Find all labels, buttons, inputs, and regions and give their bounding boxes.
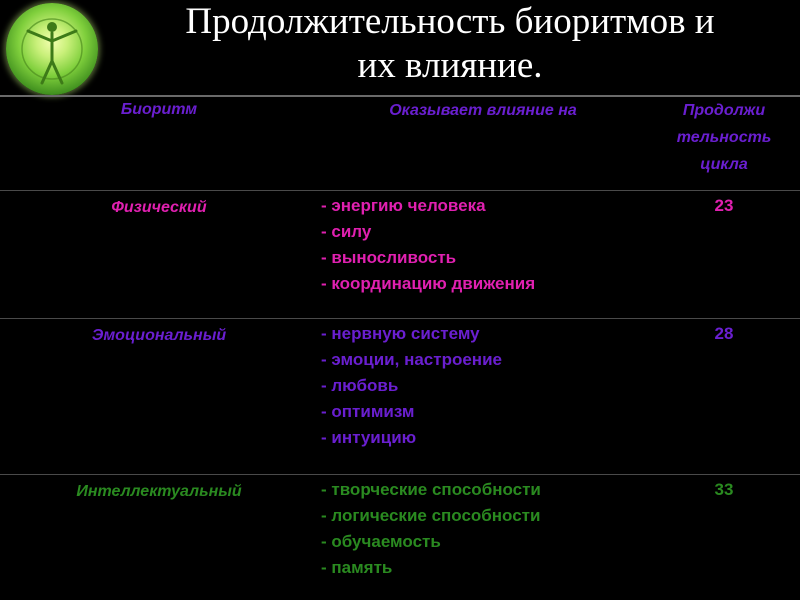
row-duration-intellectual: 33 <box>648 474 800 600</box>
title-line-1: Продолжительность биоритмов и <box>185 1 715 42</box>
slide-title <box>105 0 795 88</box>
effect-item: - любовь <box>321 375 399 395</box>
effect-item: - обучаемость <box>321 531 441 551</box>
header-biorhythm: Биоритм <box>120 101 198 118</box>
biorhythm-table-container <box>0 95 800 600</box>
row-name-intellectual: Интеллектуальный <box>0 474 318 600</box>
header-effect: Оказывает влияние на <box>389 102 577 119</box>
row-name-emotional: Эмоциональный <box>0 318 318 474</box>
effect-item: - оптимизм <box>321 401 415 421</box>
effect-item: - творческие способности <box>321 479 541 499</box>
row-effects-emotional <box>318 318 648 474</box>
biorhythm-table <box>0 95 800 600</box>
effect-item: - нервную систему <box>321 323 480 343</box>
header-duration-line-2: тельность <box>676 129 772 146</box>
title-line-2: их влияние. <box>357 45 543 86</box>
effect-item: - энергию человека <box>321 195 486 215</box>
effect-item: - силу <box>321 221 372 241</box>
table-row-physical <box>0 190 800 318</box>
row-duration-physical: 23 <box>648 190 800 318</box>
row-duration-emotional: 28 <box>648 318 800 474</box>
effect-item: - выносливость <box>321 247 457 267</box>
header-duration-line-1: Продолжи <box>682 102 766 119</box>
effect-item: - эмоции, настроение <box>321 349 502 369</box>
effect-item: - координацию движения <box>321 273 536 293</box>
effect-item: - интуицию <box>321 427 417 447</box>
row-name-physical: Физический <box>0 190 318 318</box>
header-duration-line-3: цикла <box>700 156 748 173</box>
row-effects-intellectual <box>318 474 648 600</box>
row-effects-physical <box>318 190 648 318</box>
table-row-intellectual <box>0 474 800 600</box>
table-header-row <box>0 95 800 190</box>
effect-item: - логические способности <box>321 505 541 525</box>
effect-item: - память <box>321 557 393 577</box>
table-row-emotional <box>0 318 800 474</box>
header-duration <box>648 95 800 190</box>
vitruvian-globe-icon <box>6 3 98 95</box>
